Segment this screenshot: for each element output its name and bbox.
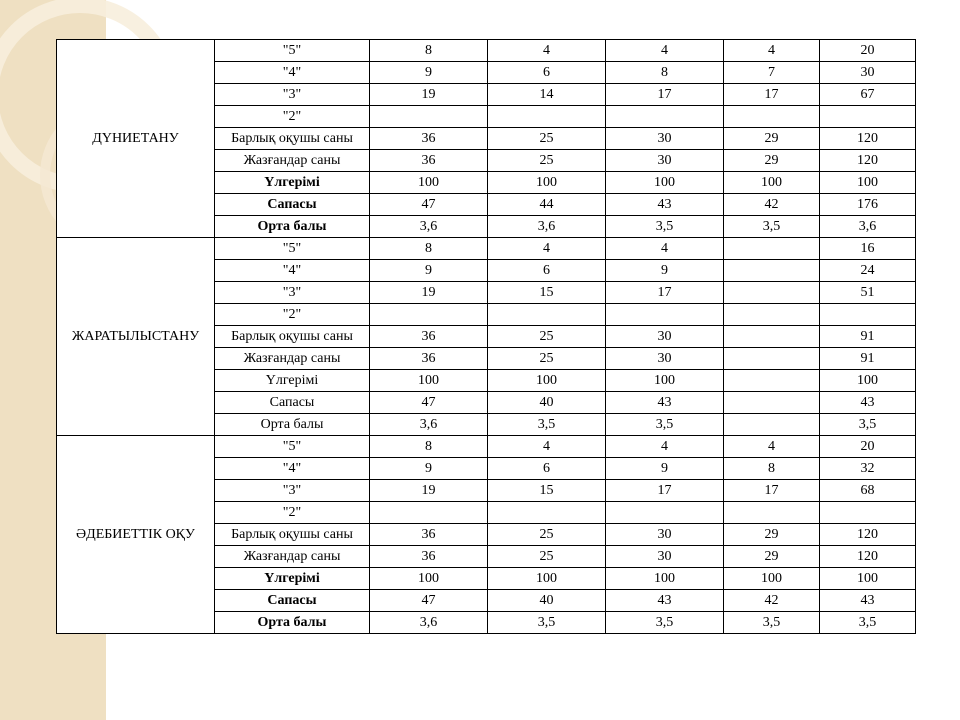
value-cell: 25 xyxy=(488,524,606,546)
value-cell: 30 xyxy=(606,326,724,348)
value-cell: 8 xyxy=(724,458,820,480)
value-cell: 120 xyxy=(820,546,916,568)
subject-cell: ЖАРАТЫЛЫСТАНУ xyxy=(57,238,215,436)
value-cell: 51 xyxy=(820,282,916,304)
value-cell: 19 xyxy=(370,480,488,502)
value-cell: 29 xyxy=(724,150,820,172)
value-cell: 3,5 xyxy=(724,612,820,634)
value-cell xyxy=(370,304,488,326)
value-cell: 17 xyxy=(724,480,820,502)
row-label: Жазғандар саны xyxy=(215,150,370,172)
value-cell: 16 xyxy=(820,238,916,260)
value-cell xyxy=(724,326,820,348)
value-cell xyxy=(724,238,820,260)
value-cell xyxy=(606,304,724,326)
value-cell: 9 xyxy=(370,62,488,84)
value-cell: 4 xyxy=(606,40,724,62)
value-cell: 20 xyxy=(820,40,916,62)
row-label: "5" xyxy=(215,436,370,458)
value-cell: 8 xyxy=(370,436,488,458)
row-label: "2" xyxy=(215,502,370,524)
value-cell: 32 xyxy=(820,458,916,480)
value-cell xyxy=(724,106,820,128)
row-label: Орта балы xyxy=(215,216,370,238)
value-cell xyxy=(820,106,916,128)
value-cell: 3,6 xyxy=(820,216,916,238)
value-cell xyxy=(488,106,606,128)
value-cell: 42 xyxy=(724,590,820,612)
value-cell: 67 xyxy=(820,84,916,106)
value-cell: 100 xyxy=(488,370,606,392)
value-cell: 9 xyxy=(606,458,724,480)
table-row xyxy=(57,40,916,62)
value-cell: 14 xyxy=(488,84,606,106)
value-cell: 100 xyxy=(820,172,916,194)
value-cell: 4 xyxy=(606,238,724,260)
value-cell xyxy=(820,304,916,326)
row-label: "2" xyxy=(215,106,370,128)
value-cell: 3,5 xyxy=(606,414,724,436)
value-cell: 3,5 xyxy=(820,414,916,436)
row-label: Барлық оқушы саны xyxy=(215,524,370,546)
value-cell: 9 xyxy=(606,260,724,282)
row-label: Барлық оқушы саны xyxy=(215,326,370,348)
value-cell: 29 xyxy=(724,128,820,150)
row-label: Сапасы xyxy=(215,590,370,612)
value-cell: 100 xyxy=(370,172,488,194)
value-cell xyxy=(724,348,820,370)
value-cell: 3,5 xyxy=(488,414,606,436)
row-label: "4" xyxy=(215,62,370,84)
value-cell: 4 xyxy=(724,40,820,62)
row-label: Үлгерімі xyxy=(215,568,370,590)
value-cell xyxy=(488,304,606,326)
value-cell: 36 xyxy=(370,326,488,348)
value-cell: 47 xyxy=(370,590,488,612)
value-cell: 4 xyxy=(488,238,606,260)
value-cell xyxy=(370,502,488,524)
value-cell: 47 xyxy=(370,194,488,216)
value-cell xyxy=(820,502,916,524)
value-cell: 91 xyxy=(820,326,916,348)
row-label: Жазғандар саны xyxy=(215,546,370,568)
value-cell: 36 xyxy=(370,150,488,172)
value-cell: 43 xyxy=(606,392,724,414)
value-cell: 91 xyxy=(820,348,916,370)
value-cell: 68 xyxy=(820,480,916,502)
row-label: Сапасы xyxy=(215,194,370,216)
value-cell: 3,5 xyxy=(488,612,606,634)
value-cell: 120 xyxy=(820,128,916,150)
value-cell xyxy=(606,502,724,524)
value-cell: 9 xyxy=(370,260,488,282)
value-cell: 6 xyxy=(488,458,606,480)
value-cell: 25 xyxy=(488,546,606,568)
value-cell xyxy=(606,106,724,128)
value-cell: 100 xyxy=(488,172,606,194)
value-cell xyxy=(724,392,820,414)
value-cell xyxy=(370,106,488,128)
value-cell: 8 xyxy=(370,238,488,260)
value-cell: 30 xyxy=(606,348,724,370)
value-cell: 36 xyxy=(370,546,488,568)
value-cell: 120 xyxy=(820,150,916,172)
value-cell: 30 xyxy=(820,62,916,84)
value-cell: 19 xyxy=(370,84,488,106)
value-cell xyxy=(724,304,820,326)
value-cell: 3,6 xyxy=(370,612,488,634)
grades-table-body xyxy=(57,40,916,634)
value-cell: 7 xyxy=(724,62,820,84)
row-label: "3" xyxy=(215,84,370,106)
value-cell xyxy=(724,260,820,282)
value-cell: 40 xyxy=(488,590,606,612)
row-label: "5" xyxy=(215,40,370,62)
value-cell: 20 xyxy=(820,436,916,458)
value-cell: 43 xyxy=(820,392,916,414)
value-cell: 30 xyxy=(606,546,724,568)
value-cell: 29 xyxy=(724,524,820,546)
value-cell: 8 xyxy=(370,40,488,62)
value-cell: 43 xyxy=(820,590,916,612)
value-cell: 9 xyxy=(370,458,488,480)
value-cell: 29 xyxy=(724,546,820,568)
row-label: "3" xyxy=(215,480,370,502)
subject-cell: ӘДЕБИЕТТІК ОҚУ xyxy=(57,436,215,634)
value-cell xyxy=(724,282,820,304)
value-cell: 3,6 xyxy=(370,216,488,238)
row-label: "4" xyxy=(215,458,370,480)
value-cell: 43 xyxy=(606,194,724,216)
value-cell: 19 xyxy=(370,282,488,304)
grades-table xyxy=(56,39,916,634)
value-cell: 100 xyxy=(606,568,724,590)
value-cell xyxy=(488,502,606,524)
value-cell: 30 xyxy=(606,128,724,150)
row-label: "5" xyxy=(215,238,370,260)
value-cell: 47 xyxy=(370,392,488,414)
value-cell: 100 xyxy=(488,568,606,590)
value-cell: 100 xyxy=(724,172,820,194)
value-cell: 176 xyxy=(820,194,916,216)
value-cell: 17 xyxy=(606,84,724,106)
value-cell: 42 xyxy=(724,194,820,216)
row-label: Орта балы xyxy=(215,612,370,634)
row-label: Жазғандар саны xyxy=(215,348,370,370)
value-cell: 100 xyxy=(820,370,916,392)
value-cell: 36 xyxy=(370,348,488,370)
value-cell: 40 xyxy=(488,392,606,414)
value-cell: 24 xyxy=(820,260,916,282)
value-cell: 100 xyxy=(606,172,724,194)
value-cell: 100 xyxy=(820,568,916,590)
value-cell: 36 xyxy=(370,524,488,546)
value-cell: 30 xyxy=(606,524,724,546)
value-cell xyxy=(724,414,820,436)
value-cell: 30 xyxy=(606,150,724,172)
value-cell: 25 xyxy=(488,326,606,348)
value-cell: 44 xyxy=(488,194,606,216)
value-cell: 8 xyxy=(606,62,724,84)
row-label: "4" xyxy=(215,260,370,282)
value-cell: 17 xyxy=(606,282,724,304)
value-cell: 36 xyxy=(370,128,488,150)
value-cell: 120 xyxy=(820,524,916,546)
value-cell: 6 xyxy=(488,62,606,84)
row-label: Орта балы xyxy=(215,414,370,436)
row-label: Барлық оқушы саны xyxy=(215,128,370,150)
value-cell xyxy=(724,502,820,524)
value-cell: 3,5 xyxy=(606,216,724,238)
value-cell: 17 xyxy=(606,480,724,502)
value-cell: 100 xyxy=(724,568,820,590)
value-cell: 4 xyxy=(724,436,820,458)
value-cell: 3,5 xyxy=(724,216,820,238)
value-cell: 15 xyxy=(488,480,606,502)
table-row xyxy=(57,238,916,260)
value-cell: 25 xyxy=(488,348,606,370)
value-cell: 100 xyxy=(370,370,488,392)
value-cell: 17 xyxy=(724,84,820,106)
row-label: Сапасы xyxy=(215,392,370,414)
value-cell: 3,5 xyxy=(820,612,916,634)
value-cell xyxy=(724,370,820,392)
value-cell: 25 xyxy=(488,128,606,150)
value-cell: 100 xyxy=(606,370,724,392)
value-cell: 3,5 xyxy=(606,612,724,634)
row-label: "2" xyxy=(215,304,370,326)
value-cell: 25 xyxy=(488,150,606,172)
row-label: Үлгерімі xyxy=(215,172,370,194)
value-cell: 4 xyxy=(606,436,724,458)
value-cell: 4 xyxy=(488,436,606,458)
row-label: Үлгерімі xyxy=(215,370,370,392)
value-cell: 6 xyxy=(488,260,606,282)
value-cell: 43 xyxy=(606,590,724,612)
value-cell: 3,6 xyxy=(370,414,488,436)
table-row xyxy=(57,436,916,458)
value-cell: 3,6 xyxy=(488,216,606,238)
value-cell: 4 xyxy=(488,40,606,62)
row-label: "3" xyxy=(215,282,370,304)
subject-cell: ДҮНИЕТАНУ xyxy=(57,40,215,238)
value-cell: 15 xyxy=(488,282,606,304)
value-cell: 100 xyxy=(370,568,488,590)
